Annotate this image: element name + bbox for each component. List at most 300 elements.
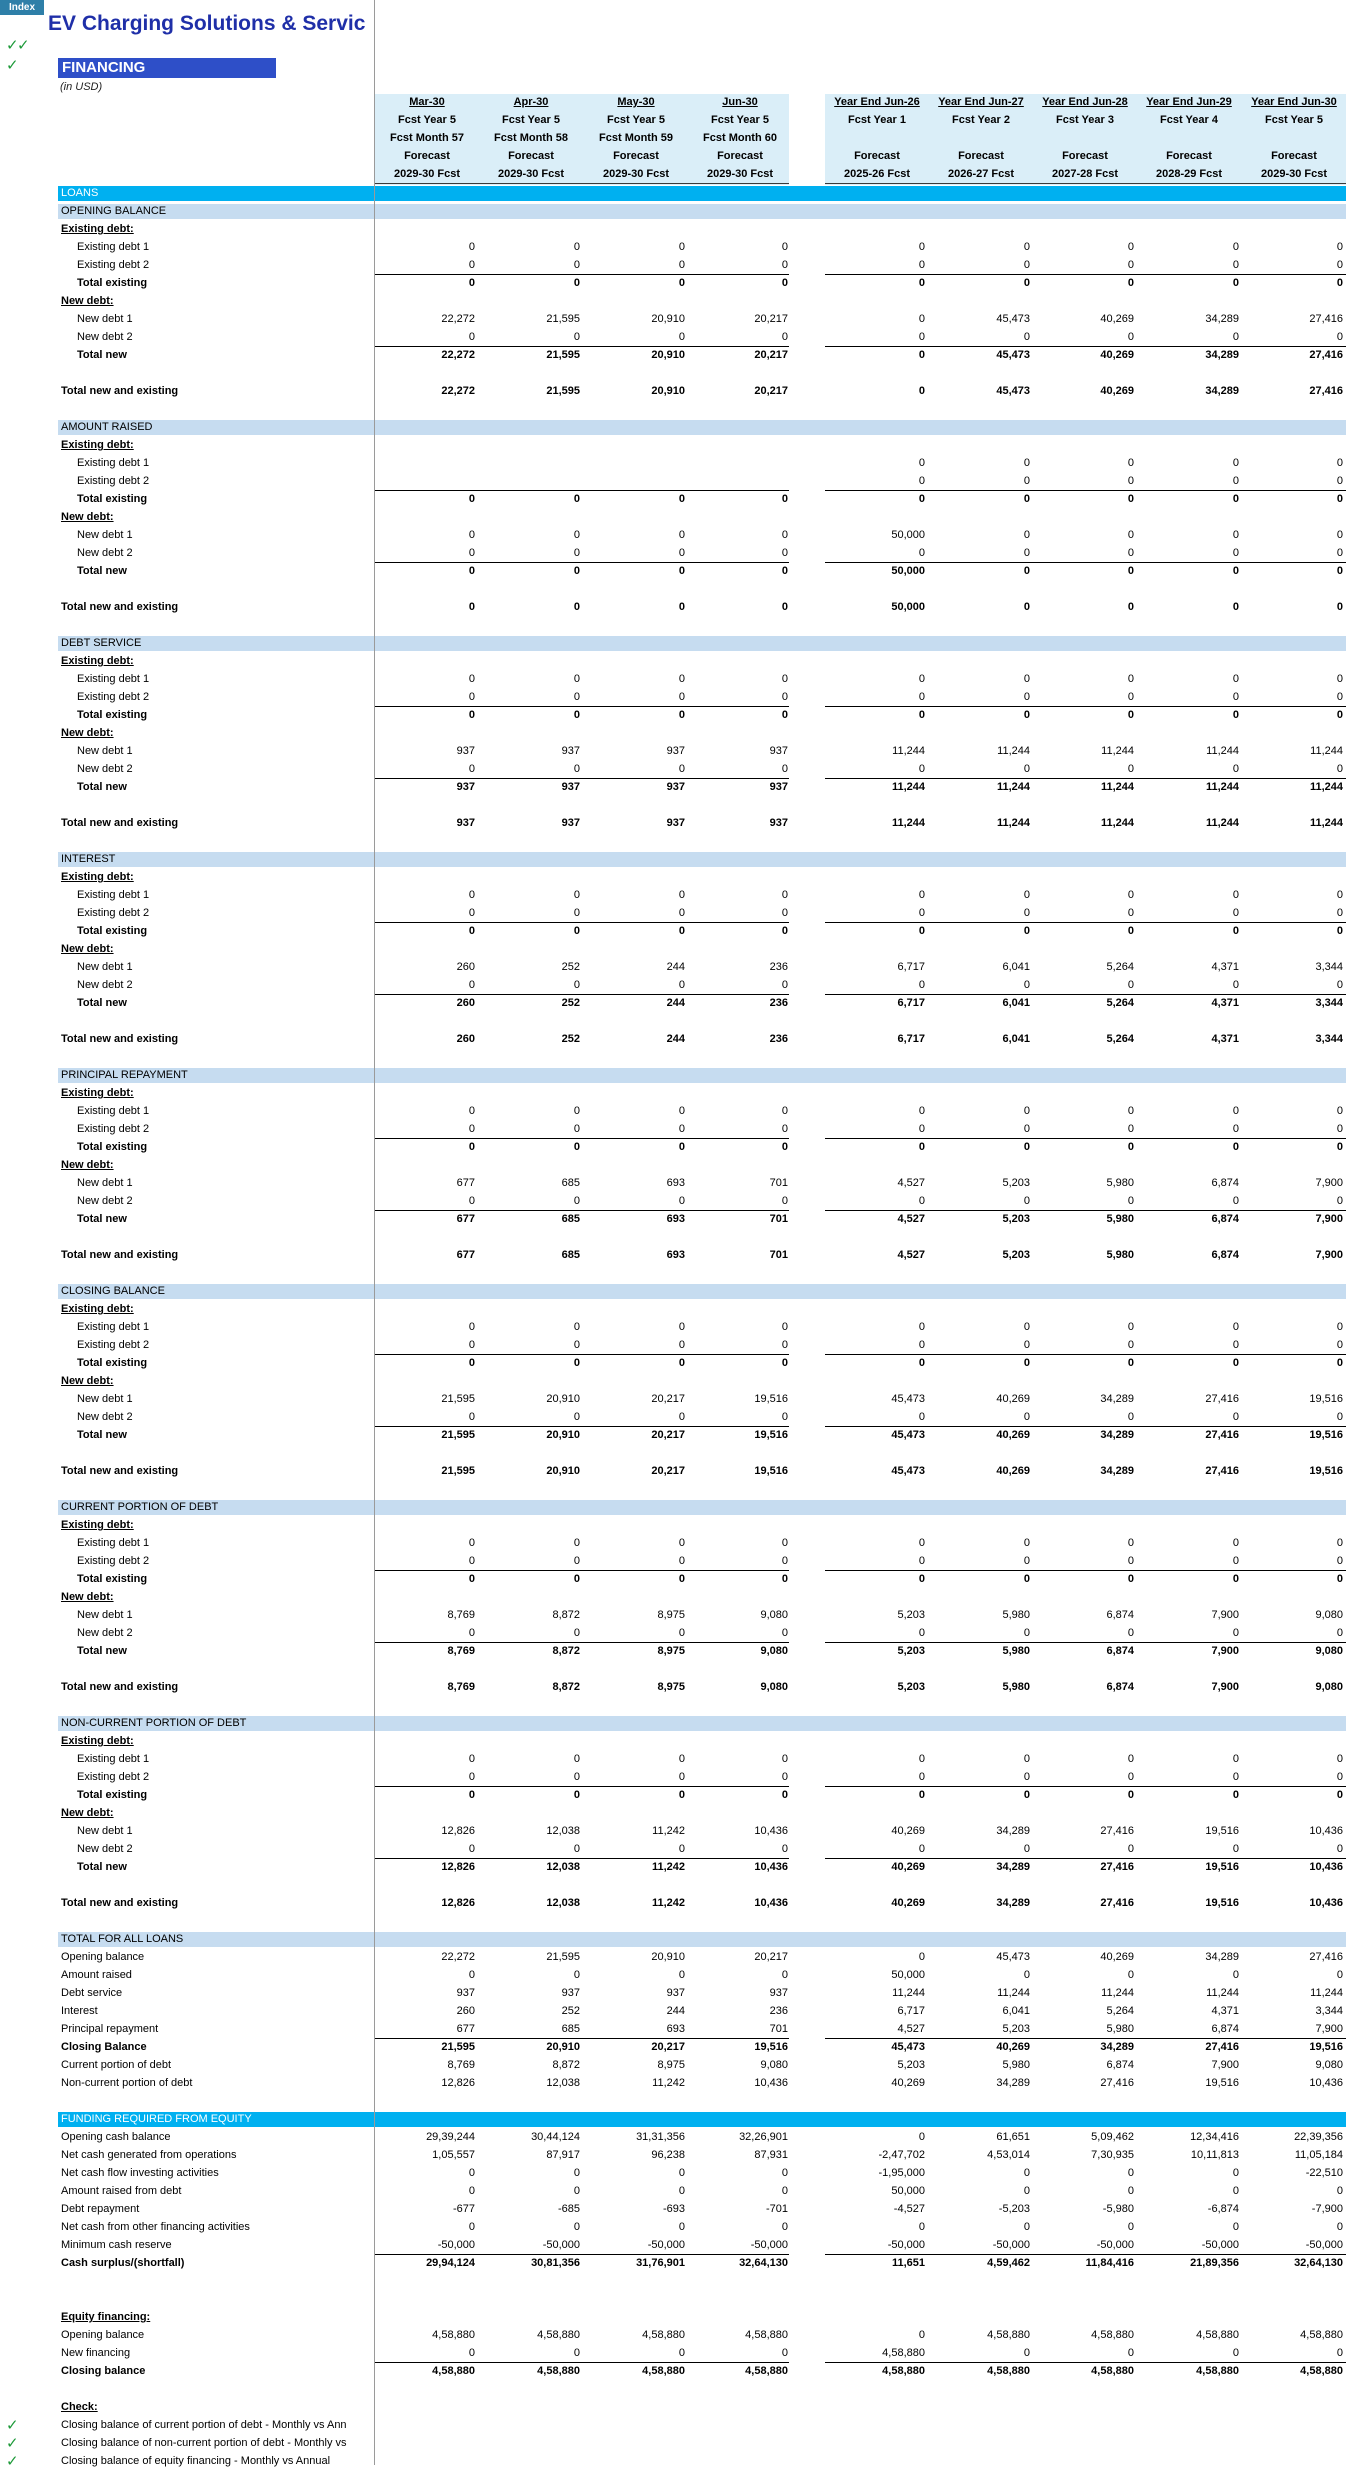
annual-cell[interactable]: 0	[918, 709, 925, 721]
annual-cell[interactable]: 0	[1336, 241, 1343, 253]
annual-cell[interactable]: 19,516	[1205, 1861, 1239, 1873]
monthly-cell[interactable]: 244	[666, 1033, 685, 1045]
annual-cell[interactable]: 0	[1023, 1195, 1030, 1207]
monthly-cell[interactable]: 0	[573, 1537, 580, 1549]
annual-cell[interactable]: 34,289	[1100, 1465, 1134, 1477]
monthly-cell[interactable]: 0	[468, 277, 475, 289]
annual-cell[interactable]: 10,436	[1309, 1861, 1343, 1873]
annual-cell[interactable]: 32,64,130	[1294, 2257, 1343, 2269]
annual-cell[interactable]: 0	[1127, 277, 1134, 289]
annual-cell[interactable]: 0	[1127, 457, 1134, 469]
monthly-cell[interactable]: 11,242	[651, 1861, 685, 1873]
annual-cell[interactable]: 0	[1023, 457, 1030, 469]
annual-cell[interactable]: 34,289	[996, 1861, 1030, 1873]
annual-cell[interactable]: 11,244	[1205, 817, 1239, 829]
annual-cell[interactable]: 0	[1336, 277, 1343, 289]
annual-cell[interactable]: 0	[918, 349, 925, 361]
annual-cell[interactable]: 7,900	[1211, 1681, 1239, 1693]
annual-cell[interactable]: 0	[918, 1771, 925, 1783]
monthly-cell[interactable]: 937	[561, 1987, 580, 1999]
monthly-cell[interactable]: 937	[769, 781, 788, 793]
annual-cell[interactable]: 4,527	[897, 1177, 925, 1189]
index-tab-button[interactable]: Index	[0, 0, 44, 15]
annual-cell[interactable]: -7,900	[1311, 2203, 1343, 2215]
monthly-cell[interactable]: 937	[456, 817, 475, 829]
annual-cell[interactable]: 11,244	[1309, 817, 1343, 829]
annual-cell[interactable]: 40,269	[996, 1393, 1030, 1405]
annual-cell[interactable]: 5,980	[1002, 1609, 1030, 1621]
monthly-cell[interactable]: 0	[678, 277, 685, 289]
monthly-cell[interactable]: 21,595	[441, 2041, 475, 2053]
annual-cell[interactable]: 0	[1232, 1105, 1239, 1117]
annual-cell[interactable]: 9,080	[1315, 1609, 1343, 1621]
annual-cell[interactable]: 4,371	[1211, 961, 1239, 973]
monthly-cell[interactable]: 701	[769, 1213, 788, 1225]
annual-cell[interactable]: 5,203	[1002, 2023, 1030, 2035]
annual-cell[interactable]: 40,269	[1100, 385, 1134, 397]
annual-cell[interactable]: 34,289	[1205, 349, 1239, 361]
annual-cell[interactable]: 0	[918, 1753, 925, 1765]
monthly-cell[interactable]: 0	[781, 331, 788, 343]
monthly-cell[interactable]: 0	[781, 601, 788, 613]
monthly-cell[interactable]: 11,242	[651, 1897, 685, 1909]
monthly-cell[interactable]: 0	[781, 925, 788, 937]
monthly-cell[interactable]: 0	[468, 1627, 475, 1639]
monthly-cell[interactable]: 0	[573, 331, 580, 343]
monthly-cell[interactable]: 0	[468, 1771, 475, 1783]
monthly-cell[interactable]: 0	[678, 1843, 685, 1855]
monthly-cell[interactable]: 937	[561, 781, 580, 793]
annual-cell[interactable]: 0	[1336, 1843, 1343, 1855]
monthly-cell[interactable]: 244	[666, 961, 685, 973]
annual-cell[interactable]: 4,527	[897, 1249, 925, 1261]
monthly-cell[interactable]: 0	[573, 1789, 580, 1801]
monthly-cell[interactable]: 244	[666, 2005, 685, 2017]
monthly-cell[interactable]: 937	[666, 745, 685, 757]
annual-cell[interactable]: 5,980	[1106, 1249, 1134, 1261]
annual-cell[interactable]: 0	[1127, 2347, 1134, 2359]
annual-cell[interactable]: 50,000	[891, 565, 925, 577]
annual-cell[interactable]: 11,244	[1206, 745, 1239, 757]
monthly-cell[interactable]: 937	[561, 745, 580, 757]
annual-cell[interactable]: 0	[1232, 2185, 1239, 2197]
monthly-cell[interactable]: 260	[456, 1033, 475, 1045]
annual-cell[interactable]: 0	[1336, 1555, 1343, 1567]
annual-cell[interactable]: 11,244	[1100, 817, 1134, 829]
annual-cell[interactable]: 0	[918, 493, 925, 505]
annual-cell[interactable]: 0	[1336, 529, 1343, 541]
monthly-cell[interactable]: 0	[573, 763, 580, 775]
annual-cell[interactable]: 50,000	[891, 2185, 925, 2197]
annual-cell[interactable]: 0	[1127, 1771, 1134, 1783]
monthly-cell[interactable]: 0	[468, 1357, 475, 1369]
monthly-cell[interactable]: 0	[781, 547, 788, 559]
annual-cell[interactable]: 0	[1023, 1105, 1030, 1117]
annual-cell[interactable]: 0	[1127, 1555, 1134, 1567]
annual-cell[interactable]: 0	[1127, 1789, 1134, 1801]
monthly-cell[interactable]: 0	[781, 907, 788, 919]
annual-cell[interactable]: 5,203	[897, 2059, 925, 2071]
annual-cell[interactable]: 21,89,356	[1190, 2257, 1239, 2269]
annual-cell[interactable]: 0	[1336, 259, 1343, 271]
annual-cell[interactable]: 0	[1127, 889, 1134, 901]
monthly-cell[interactable]: 0	[781, 1555, 788, 1567]
annual-cell[interactable]: 5,203	[1002, 1177, 1030, 1189]
monthly-cell[interactable]: 260	[456, 961, 475, 973]
annual-cell[interactable]: 0	[1023, 601, 1030, 613]
annual-cell[interactable]: 0	[1232, 1843, 1239, 1855]
annual-cell[interactable]: 45,473	[996, 349, 1030, 361]
monthly-cell[interactable]: 252	[561, 997, 580, 1009]
monthly-cell[interactable]: 236	[769, 1033, 788, 1045]
monthly-cell[interactable]: 0	[678, 1573, 685, 1585]
annual-cell[interactable]: 0	[1336, 1573, 1343, 1585]
annual-cell[interactable]: 11,244	[1101, 745, 1134, 757]
annual-cell[interactable]: 0	[1127, 1573, 1134, 1585]
monthly-cell[interactable]: 0	[781, 691, 788, 703]
annual-cell[interactable]: 4,58,880	[1300, 2329, 1343, 2341]
monthly-cell[interactable]: 0	[781, 1195, 788, 1207]
monthly-cell[interactable]: 11,242	[652, 2077, 685, 2089]
monthly-cell[interactable]: 11,242	[652, 1825, 685, 1837]
annual-cell[interactable]: 0	[1232, 277, 1239, 289]
monthly-cell[interactable]: 0	[781, 493, 788, 505]
annual-cell[interactable]: 0	[1127, 1123, 1134, 1135]
monthly-cell[interactable]: 0	[573, 2347, 580, 2359]
annual-cell[interactable]: 0	[1336, 1123, 1343, 1135]
monthly-cell[interactable]: 0	[678, 979, 685, 991]
annual-cell[interactable]: 0	[1023, 529, 1030, 541]
monthly-cell[interactable]: 0	[781, 1753, 788, 1765]
annual-cell[interactable]: 0	[918, 763, 925, 775]
annual-cell[interactable]: 27,416	[1205, 1465, 1239, 1477]
annual-cell[interactable]: 0	[918, 475, 925, 487]
monthly-cell[interactable]: 0	[678, 1969, 685, 1981]
monthly-cell[interactable]: 12,826	[441, 1861, 475, 1873]
monthly-cell[interactable]: 0	[678, 889, 685, 901]
annual-cell[interactable]: 6,717	[897, 2005, 925, 2017]
annual-cell[interactable]: 0	[918, 2131, 925, 2143]
annual-cell[interactable]: 11,651	[891, 2257, 925, 2269]
annual-cell[interactable]: 0	[1127, 1195, 1134, 1207]
monthly-cell[interactable]: 0	[678, 1339, 685, 1351]
monthly-cell[interactable]: 260	[456, 997, 475, 1009]
monthly-cell[interactable]: 0	[678, 907, 685, 919]
annual-cell[interactable]: 0	[1023, 277, 1030, 289]
annual-cell[interactable]: 27,416	[1100, 2077, 1134, 2089]
annual-cell[interactable]: 10,11,813	[1190, 2149, 1239, 2161]
annual-cell[interactable]: 0	[918, 1843, 925, 1855]
annual-cell[interactable]: 7,900	[1211, 1609, 1239, 1621]
monthly-cell[interactable]: 0	[468, 2185, 475, 2197]
annual-cell[interactable]: 0	[1127, 907, 1134, 919]
monthly-cell[interactable]: 10,436	[754, 1861, 788, 1873]
monthly-cell[interactable]: 0	[781, 1123, 788, 1135]
monthly-cell[interactable]: 0	[678, 241, 685, 253]
annual-cell[interactable]: 0	[1232, 979, 1239, 991]
annual-cell[interactable]: 12,34,416	[1190, 2131, 1239, 2143]
monthly-cell[interactable]: 0	[573, 1411, 580, 1423]
monthly-cell[interactable]: 10,436	[754, 1825, 788, 1837]
annual-cell[interactable]: 4,58,880	[1091, 2365, 1134, 2377]
monthly-cell[interactable]: 0	[678, 1105, 685, 1117]
monthly-cell[interactable]: 0	[468, 331, 475, 343]
annual-cell[interactable]: 0	[1336, 889, 1343, 901]
annual-cell[interactable]: 0	[918, 313, 925, 325]
monthly-cell[interactable]: 685	[561, 1177, 580, 1189]
annual-cell[interactable]: 3,344	[1315, 997, 1343, 1009]
annual-cell[interactable]: 5,980	[1106, 2023, 1134, 2035]
annual-cell[interactable]: 19,516	[1205, 2077, 1239, 2089]
monthly-cell[interactable]: 693	[666, 1177, 685, 1189]
annual-cell[interactable]: 0	[1023, 1339, 1030, 1351]
monthly-cell[interactable]: 0	[781, 1843, 788, 1855]
annual-cell[interactable]: 40,269	[996, 1465, 1030, 1477]
monthly-cell[interactable]: 0	[781, 889, 788, 901]
annual-cell[interactable]: 0	[1336, 457, 1343, 469]
annual-cell[interactable]: 27,416	[1309, 385, 1343, 397]
monthly-cell[interactable]: 0	[678, 1753, 685, 1765]
annual-cell[interactable]: 6,041	[1002, 961, 1030, 973]
monthly-cell[interactable]: 8,769	[447, 1609, 475, 1621]
monthly-cell[interactable]: 20,910	[651, 385, 685, 397]
annual-cell[interactable]: 0	[1023, 565, 1030, 577]
annual-cell[interactable]: 4,371	[1211, 1033, 1239, 1045]
annual-cell[interactable]: 11,244	[1101, 1987, 1134, 1999]
monthly-cell[interactable]: 0	[781, 565, 788, 577]
annual-cell[interactable]: 0	[1232, 1411, 1239, 1423]
annual-cell[interactable]: 0	[1232, 1141, 1239, 1153]
annual-cell[interactable]: 10,436	[1309, 1897, 1343, 1909]
monthly-cell[interactable]: 0	[468, 1843, 475, 1855]
monthly-cell[interactable]: 0	[678, 565, 685, 577]
monthly-cell[interactable]: 0	[781, 1573, 788, 1585]
monthly-cell[interactable]: 0	[468, 1105, 475, 1117]
annual-cell[interactable]: 0	[1023, 1411, 1030, 1423]
monthly-cell[interactable]: 0	[781, 259, 788, 271]
monthly-cell[interactable]: 0	[781, 529, 788, 541]
annual-cell[interactable]: 0	[1023, 1753, 1030, 1765]
annual-cell[interactable]: 0	[918, 673, 925, 685]
monthly-cell[interactable]: 22,272	[441, 1951, 475, 1963]
monthly-cell[interactable]: 0	[573, 907, 580, 919]
annual-cell[interactable]: 40,269	[1100, 1951, 1134, 1963]
annual-cell[interactable]: 9,080	[1315, 1681, 1343, 1693]
annual-cell[interactable]: 9,080	[1315, 1645, 1343, 1657]
annual-cell[interactable]: 5,980	[1002, 2059, 1030, 2071]
annual-cell[interactable]: 0	[1127, 1627, 1134, 1639]
monthly-cell[interactable]: 0	[781, 241, 788, 253]
annual-cell[interactable]: 0	[1127, 1411, 1134, 1423]
monthly-cell[interactable]: 0	[781, 1141, 788, 1153]
annual-cell[interactable]: 0	[1232, 691, 1239, 703]
annual-cell[interactable]: 5,980	[1002, 1645, 1030, 1657]
monthly-cell[interactable]: 8,769	[447, 2059, 475, 2071]
annual-cell[interactable]: 45,473	[891, 1429, 925, 1441]
monthly-cell[interactable]: 20,217	[651, 1429, 685, 1441]
annual-cell[interactable]: 4,59,462	[987, 2257, 1030, 2269]
annual-cell[interactable]: 0	[1127, 241, 1134, 253]
annual-cell[interactable]: 40,269	[891, 1825, 925, 1837]
monthly-cell[interactable]: 0	[573, 691, 580, 703]
monthly-cell[interactable]: 0	[678, 691, 685, 703]
annual-cell[interactable]: 40,269	[996, 2041, 1030, 2053]
monthly-cell[interactable]: 0	[468, 979, 475, 991]
monthly-cell[interactable]: 20,910	[546, 1429, 580, 1441]
annual-cell[interactable]: 11,84,416	[1085, 2257, 1134, 2269]
annual-cell[interactable]: 0	[1336, 979, 1343, 991]
annual-cell[interactable]: 4,58,880	[1196, 2365, 1239, 2377]
monthly-cell[interactable]: 0	[468, 1573, 475, 1585]
annual-cell[interactable]: 7,30,935	[1091, 2149, 1134, 2161]
monthly-cell[interactable]: 937	[666, 817, 685, 829]
monthly-cell[interactable]: 0	[468, 907, 475, 919]
annual-cell[interactable]: 0	[918, 2221, 925, 2233]
monthly-cell[interactable]: 0	[573, 259, 580, 271]
annual-cell[interactable]: 6,874	[1211, 2023, 1239, 2035]
monthly-cell[interactable]: 0	[678, 763, 685, 775]
annual-cell[interactable]: 0	[918, 2329, 925, 2341]
monthly-cell[interactable]: 19,516	[754, 1465, 788, 1477]
monthly-cell[interactable]: 20,910	[546, 1393, 580, 1405]
annual-cell[interactable]: 0	[918, 1573, 925, 1585]
monthly-cell[interactable]: 701	[769, 1177, 788, 1189]
annual-cell[interactable]: 40,269	[996, 1429, 1030, 1441]
annual-cell[interactable]: 0	[918, 241, 925, 253]
annual-cell[interactable]: 6,874	[1211, 1177, 1239, 1189]
annual-cell[interactable]: 0	[1232, 907, 1239, 919]
annual-cell[interactable]: 11,244	[1206, 1987, 1239, 1999]
monthly-cell[interactable]: 30,44,124	[531, 2131, 580, 2143]
monthly-cell[interactable]: 693	[666, 1249, 685, 1261]
monthly-cell[interactable]: 21,595	[546, 313, 580, 325]
annual-cell[interactable]: 7,900	[1315, 2023, 1343, 2035]
annual-cell[interactable]: 0	[1127, 1321, 1134, 1333]
annual-cell[interactable]: 0	[1336, 691, 1343, 703]
annual-cell[interactable]: 0	[1127, 1357, 1134, 1369]
annual-cell[interactable]: 0	[918, 979, 925, 991]
annual-cell[interactable]: 61,651	[996, 2131, 1030, 2143]
annual-cell[interactable]: 0	[1023, 259, 1030, 271]
annual-cell[interactable]: 0	[1232, 529, 1239, 541]
annual-cell[interactable]: 0	[1023, 1969, 1030, 1981]
annual-cell[interactable]: 5,264	[1106, 1033, 1134, 1045]
monthly-cell[interactable]: 0	[468, 1753, 475, 1765]
monthly-cell[interactable]: 0	[678, 673, 685, 685]
monthly-cell[interactable]: 0	[573, 1573, 580, 1585]
annual-cell[interactable]: 0	[1336, 565, 1343, 577]
annual-cell[interactable]: 0	[1232, 457, 1239, 469]
annual-cell[interactable]: 11,244	[1310, 1987, 1343, 1999]
annual-cell[interactable]: 34,289	[1100, 1393, 1134, 1405]
annual-cell[interactable]: 0	[1336, 2185, 1343, 2197]
monthly-cell[interactable]: -701	[765, 2203, 788, 2215]
monthly-cell[interactable]: 0	[573, 709, 580, 721]
annual-cell[interactable]: 0	[1127, 493, 1134, 505]
monthly-cell[interactable]: 0	[468, 241, 475, 253]
monthly-cell[interactable]: 0	[573, 1843, 580, 1855]
annual-cell[interactable]: 27,416	[1100, 1861, 1134, 1873]
annual-cell[interactable]: 0	[1232, 2221, 1239, 2233]
annual-cell[interactable]: 0	[1023, 241, 1030, 253]
monthly-cell[interactable]: 8,872	[552, 1681, 580, 1693]
monthly-cell[interactable]: 20,217	[651, 1465, 685, 1477]
annual-cell[interactable]: 11,244	[1309, 781, 1343, 793]
monthly-cell[interactable]: 10,436	[754, 1897, 788, 1909]
annual-cell[interactable]: 4,527	[897, 2023, 925, 2035]
annual-cell[interactable]: 0	[1232, 1789, 1239, 1801]
annual-cell[interactable]: 0	[1336, 925, 1343, 937]
annual-cell[interactable]: 0	[1023, 2185, 1030, 2197]
annual-cell[interactable]: -50,000	[887, 2239, 925, 2251]
monthly-cell[interactable]: 0	[781, 1969, 788, 1981]
monthly-cell[interactable]: 0	[468, 1123, 475, 1135]
monthly-cell[interactable]: 685	[561, 2023, 580, 2035]
annual-cell[interactable]: 4,58,880	[882, 2365, 925, 2377]
monthly-cell[interactable]: -685	[557, 2203, 580, 2215]
monthly-cell[interactable]: 9,080	[760, 1645, 788, 1657]
annual-cell[interactable]: 0	[1232, 889, 1239, 901]
annual-cell[interactable]: 0	[1336, 1627, 1343, 1639]
monthly-cell[interactable]: 20,910	[651, 349, 685, 361]
annual-cell[interactable]: 0	[1127, 925, 1134, 937]
monthly-cell[interactable]: 0	[781, 2347, 788, 2359]
monthly-cell[interactable]: 21,595	[546, 1951, 580, 1963]
annual-cell[interactable]: 19,516	[1205, 1825, 1239, 1837]
annual-cell[interactable]: 6,874	[1211, 1249, 1239, 1261]
monthly-cell[interactable]: 677	[456, 1177, 475, 1189]
annual-cell[interactable]: 11,244	[891, 817, 925, 829]
annual-cell[interactable]: 0	[1023, 331, 1030, 343]
monthly-cell[interactable]: 19,516	[754, 1393, 788, 1405]
annual-cell[interactable]: 0	[1336, 493, 1343, 505]
annual-cell[interactable]: 0	[1127, 2221, 1134, 2233]
annual-cell[interactable]: 27,416	[1205, 1393, 1239, 1405]
monthly-cell[interactable]: 8,872	[552, 1609, 580, 1621]
annual-cell[interactable]: 34,289	[996, 2077, 1030, 2089]
annual-cell[interactable]: 0	[1232, 2167, 1239, 2179]
monthly-cell[interactable]: 0	[678, 601, 685, 613]
annual-cell[interactable]: 40,269	[1100, 313, 1134, 325]
annual-cell[interactable]: 0	[1336, 763, 1343, 775]
monthly-cell[interactable]: 20,217	[754, 313, 788, 325]
monthly-cell[interactable]: 4,58,880	[432, 2329, 475, 2341]
monthly-cell[interactable]: 10,436	[754, 2077, 788, 2089]
monthly-cell[interactable]: 29,94,124	[426, 2257, 475, 2269]
monthly-cell[interactable]: 0	[468, 529, 475, 541]
monthly-cell[interactable]: 0	[573, 565, 580, 577]
annual-cell[interactable]: 9,080	[1315, 2059, 1343, 2071]
annual-cell[interactable]: 0	[1232, 925, 1239, 937]
monthly-cell[interactable]: 0	[573, 1105, 580, 1117]
monthly-cell[interactable]: 0	[468, 493, 475, 505]
annual-cell[interactable]: 7,900	[1211, 2059, 1239, 2071]
annual-cell[interactable]: 45,473	[891, 2041, 925, 2053]
monthly-cell[interactable]: 0	[573, 1321, 580, 1333]
monthly-cell[interactable]: 20,910	[546, 1465, 580, 1477]
annual-cell[interactable]: 0	[1336, 1195, 1343, 1207]
monthly-cell[interactable]: 0	[678, 1555, 685, 1567]
monthly-cell[interactable]: 693	[666, 2023, 685, 2035]
monthly-cell[interactable]: 0	[678, 1141, 685, 1153]
annual-cell[interactable]: 0	[918, 277, 925, 289]
annual-cell[interactable]: 0	[1023, 2347, 1030, 2359]
monthly-cell[interactable]: 20,217	[651, 1393, 685, 1405]
annual-cell[interactable]: 0	[918, 889, 925, 901]
monthly-cell[interactable]: 937	[769, 1987, 788, 1999]
annual-cell[interactable]: 0	[918, 1141, 925, 1153]
monthly-cell[interactable]: 0	[468, 889, 475, 901]
